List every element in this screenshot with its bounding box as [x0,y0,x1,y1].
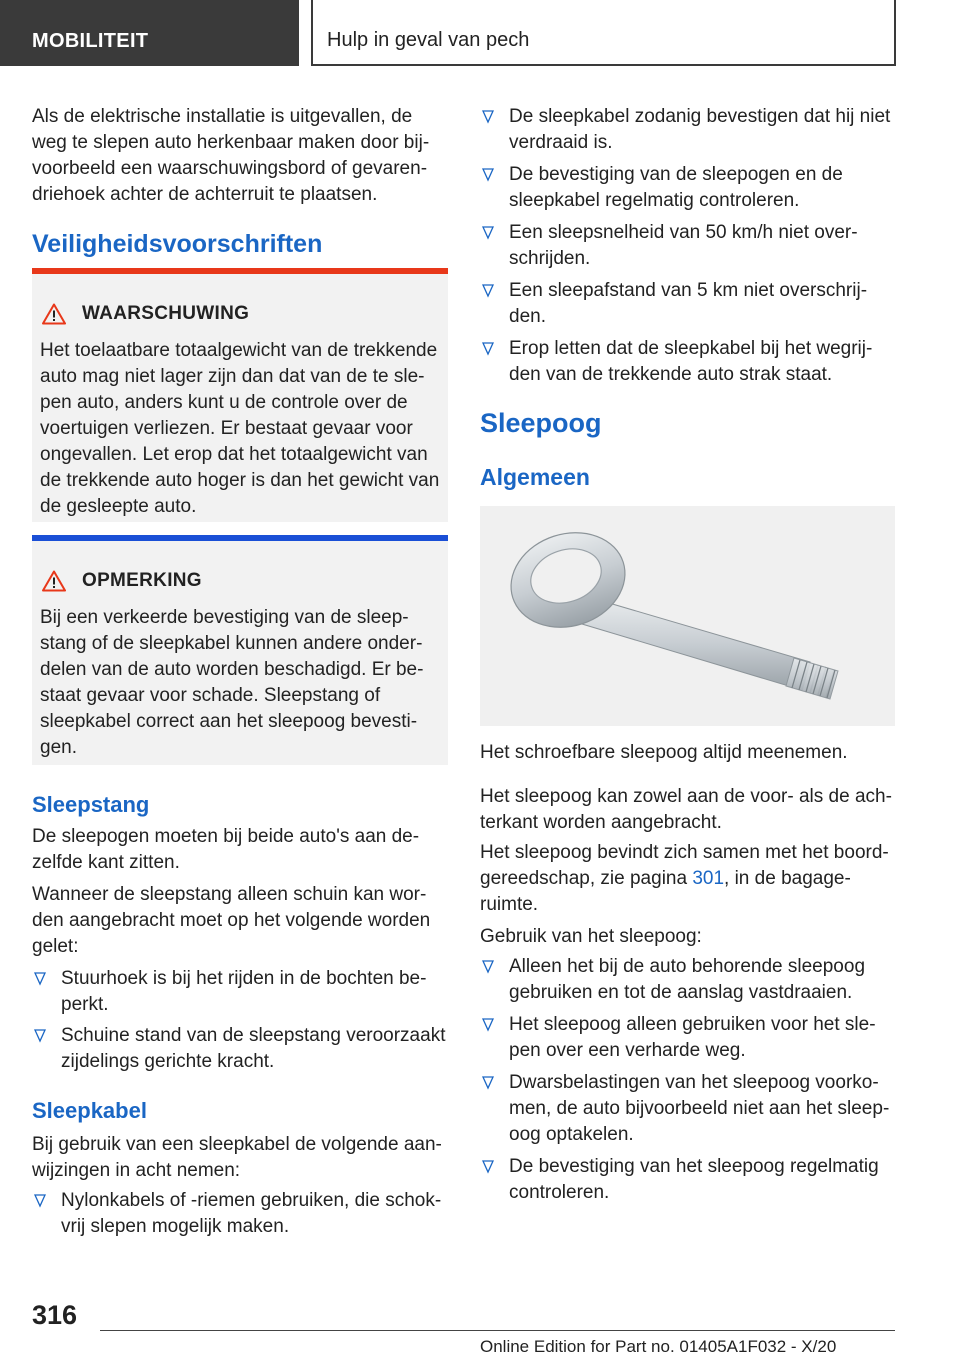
triangle-bullet-icon [482,284,494,298]
list-item: Een sleepsnelheid van 50 km/h niet overschrijden. [480,220,896,272]
page-reference-link[interactable]: 301 [692,868,725,889]
sleepoog-list [480,954,896,1212]
towing-eye-figure [480,506,895,726]
list-item: De sleepkabel zodanig bevestigen dat hij niet verdraaid is. [480,104,896,156]
page-header [0,0,960,66]
triangle-bullet-icon [482,342,494,356]
warning-box [32,268,448,522]
list-item: Een sleepafstand van 5 km niet overschrijden. [480,278,896,330]
triangle-bullet-icon [482,1160,494,1174]
sleepstang-list [32,966,448,1080]
intro-paragraph: Als de elektrische installatie is uitgevallen, de weg te slepen auto herkenbaar maken door bijvoorbeeld een waarschuwingsbord of gevarendriehoek achter de achterruit te plaatsen. [32,106,430,205]
triangle-bullet-icon [482,110,494,124]
triangle-bullet-icon [482,168,494,182]
page-number: 316 [32,1300,78,1330]
list-item: Alleen het bij de auto behorende sleepoog gebruiken en tot de aanslag vastdraaien. [480,954,896,1006]
use-paragraph: Gebruik van het sleepoog: [480,926,702,947]
sleepoog-heading: Sleepoog [480,408,602,438]
safety-heading: Veiligheidsvoorschriften [32,230,323,258]
warning-triangle-icon [42,570,66,592]
note-text: Bij een verkeerde bevestiging van de sleepstang of de sleepkabel kunnen andere onderdelen van de auto worden beschadigd. Er bestaat gevaar voor schade. Sleepstang of sleepkabel correct aan het sleepoog bevestigen. [40,607,424,758]
sleepkabel-paragraph: Bij gebruik van een sleepkabel de volgende aanwijzingen in acht nemen: [32,1134,442,1181]
triangle-bullet-icon [34,1029,46,1043]
triangle-bullet-icon [482,1076,494,1090]
triangle-bullet-icon [34,1194,46,1208]
list-item: Het sleepoog alleen gebruiken voor het slepen over een verharde weg. [480,1012,896,1064]
sleepstang-heading: Sleepstang [32,792,150,817]
sleepstang-paragraph-2: Wanneer de sleepstang alleen schuin kan worden aangebracht moet op het volgende worden gelet: [32,884,431,957]
list-item: Dwarsbelastingen van het sleepoog voorkomen, de auto bijvoorbeeld niet aan het sleepoog optakelen. [480,1070,896,1148]
note-box [32,535,448,765]
list-item: Erop letten dat de sleepkabel bij het wegrijden van de trekkende auto strak staat. [480,336,896,388]
list-item: De bevestiging van de sleepogen en de sleepkabel regelmatig controleren. [480,162,896,214]
footer-divider [100,1330,895,1331]
list-item: Schuine stand van de sleepstang veroorzaakt zijdelings gerichte kracht. [32,1023,448,1075]
sleepkabel-heading: Sleepkabel [32,1098,147,1123]
towing-eye-illustration [480,506,895,726]
sleepstang-paragraph-1: De sleepogen moeten bij beide auto's aan dezelfde kant zitten. [32,826,420,873]
sleepkabel-list [32,1188,448,1245]
triangle-bullet-icon [482,226,494,240]
mount-paragraph: Het sleepoog kan zowel aan de voor- als de achterkant worden aangebracht. [480,786,892,833]
triangle-bullet-icon [34,972,46,986]
carry-paragraph: Het schroefbare sleepoog altijd meenemen. [480,742,848,763]
list-item: De bevestiging van het sleepoog regelmatig controleren. [480,1154,896,1206]
algemeen-heading: Algemeen [480,464,590,490]
triangle-bullet-icon [482,1018,494,1032]
sleepkabel-list-continued [480,104,896,394]
warning-label: WAARSCHUWING [82,303,250,324]
location-paragraph: Het sleepoog bevindt zich samen met het boordgereedschap, zie pagina 301, in de bagageruimte. [480,842,889,915]
list-item: Nylonkabels of -riemen gebruiken, die schokvrij slepen mogelijk maken. [32,1188,448,1240]
triangle-bullet-icon [482,960,494,974]
chapter-label: MOBILITEIT [0,0,299,66]
warning-text: Het toelaatbare totaalgewicht van de trekkende auto mag niet lager zijn dan dat van de te slepen auto, anders kunt u de controle over de voertuigen verliezen. Er bestaat gevaar voor ongevallen. Let erop dat het totaalgewicht van de trekkende auto hoger is dan het gewicht van de gesleepte auto. [40,340,440,517]
warning-triangle-icon [42,303,66,325]
note-label: OPMERKING [82,570,202,591]
list-item: Stuurhoek is bij het rijden in de bochten beperkt. [32,966,448,1018]
section-title: Hulp in geval van pech [311,0,896,66]
edition-text: Online Edition for Part no. 01405A1F032 - X/20 [480,1337,837,1356]
